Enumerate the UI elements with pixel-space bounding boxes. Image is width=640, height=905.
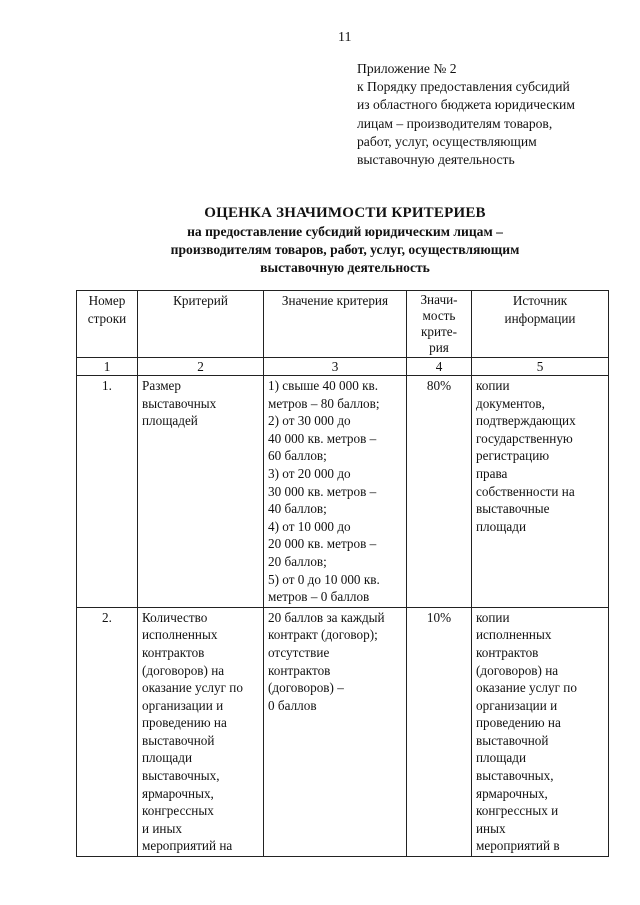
title-sub-line: выставочную деятельность bbox=[260, 260, 430, 275]
value-line: 30 000 кв. метров – bbox=[268, 483, 377, 499]
appendix-line: выставочную деятельность bbox=[357, 152, 515, 168]
criterion-line: площади bbox=[142, 750, 193, 766]
criterion-line: и иных bbox=[142, 820, 182, 836]
criterion-line: мероприятий на bbox=[142, 838, 233, 854]
criterion-cell bbox=[138, 376, 264, 608]
source-line: документов, bbox=[476, 395, 545, 411]
appendix-note bbox=[357, 60, 617, 169]
appendix-line: Приложение № 2 bbox=[357, 61, 457, 76]
header-text: строки bbox=[87, 310, 127, 326]
source-line: права bbox=[476, 465, 508, 481]
column-index-row bbox=[77, 358, 609, 376]
header-weight bbox=[407, 291, 472, 358]
value-line: 4) от 10 000 до bbox=[268, 518, 351, 534]
row-number: 2. bbox=[77, 607, 138, 856]
header-text: Значи- bbox=[420, 292, 458, 307]
criterion-line: выставочных, bbox=[142, 768, 220, 784]
appendix-line: лицам – производителям товаров, bbox=[357, 115, 553, 131]
header-text: Номер bbox=[88, 293, 126, 308]
column-index: 1 bbox=[77, 358, 138, 376]
value-line: 5) от 0 до 10 000 кв. bbox=[268, 571, 380, 587]
source-line: выставочной bbox=[476, 732, 549, 748]
source-line: исполненных bbox=[476, 627, 552, 643]
source-line: площади bbox=[476, 518, 527, 534]
criterion-line: контрактов bbox=[142, 644, 205, 660]
source-line: регистрацию bbox=[476, 448, 550, 464]
header-source bbox=[472, 291, 609, 358]
title-sub-line: производителям товаров, работ, услуг, осуществляющим bbox=[170, 242, 520, 257]
source-line: копии bbox=[476, 378, 510, 393]
value-cell bbox=[264, 607, 407, 856]
source-cell bbox=[472, 607, 609, 856]
value-line: 2) от 30 000 до bbox=[268, 413, 351, 429]
criterion-line: выставочных bbox=[142, 395, 217, 411]
header-text: рия bbox=[429, 340, 449, 355]
source-line: (договоров) на bbox=[476, 662, 559, 678]
appendix-line: из областного бюджета юридическим bbox=[357, 97, 575, 113]
document-title bbox=[80, 203, 610, 277]
row-number: 1. bbox=[77, 376, 138, 608]
header-text: Значение критерия bbox=[281, 293, 389, 308]
source-line: подтверждающих bbox=[476, 413, 576, 429]
criterion-line: Количество bbox=[142, 609, 208, 625]
source-line: государственную bbox=[476, 430, 573, 446]
source-line: выставочных, bbox=[476, 768, 554, 784]
header-text: Критерий bbox=[173, 293, 228, 308]
criterion-line: организации и bbox=[142, 697, 224, 713]
value-line: метров – 0 баллов bbox=[268, 589, 370, 605]
value-line: 20 баллов за каждый bbox=[268, 609, 385, 625]
source-line: оказание услуг по bbox=[476, 680, 577, 696]
header-criterion bbox=[138, 291, 264, 358]
header-row-number bbox=[77, 291, 138, 358]
criterion-line: исполненных bbox=[142, 627, 218, 643]
weight-cell: 10% bbox=[407, 607, 472, 856]
value-line: 3) от 20 000 до bbox=[268, 465, 351, 481]
value-line: 1) свыше 40 000 кв. bbox=[268, 378, 379, 393]
criterion-line: ярмарочных, bbox=[142, 785, 214, 801]
appendix-line: работ, услуг, осуществляющим bbox=[357, 133, 537, 149]
value-line: отсутствие bbox=[268, 644, 330, 660]
criterion-cell bbox=[138, 607, 264, 856]
criterion-line: (договоров) на bbox=[142, 662, 225, 678]
column-index: 3 bbox=[264, 358, 407, 376]
source-cell bbox=[472, 376, 609, 608]
criterion-line: выставочной bbox=[142, 732, 215, 748]
criterion-line: Размер bbox=[142, 378, 182, 393]
criterion-line: оказание услуг по bbox=[142, 680, 243, 696]
value-line: 20 баллов; bbox=[268, 553, 327, 569]
source-line: иных bbox=[476, 820, 506, 836]
value-line: (договоров) – bbox=[268, 680, 344, 696]
header-text: мость bbox=[422, 308, 456, 323]
source-line: копии bbox=[476, 609, 510, 625]
value-line: 40 000 кв. метров – bbox=[268, 430, 377, 446]
source-line: ярмарочных, bbox=[476, 785, 548, 801]
source-line: выставочные bbox=[476, 501, 550, 517]
header-text: Источник bbox=[512, 293, 568, 308]
value-cell bbox=[264, 376, 407, 608]
column-index: 2 bbox=[138, 358, 264, 376]
source-line: проведению на bbox=[476, 715, 561, 731]
source-line: собственности на bbox=[476, 483, 575, 499]
page-number: 11 bbox=[338, 30, 352, 45]
value-line: метров – 80 баллов; bbox=[268, 395, 380, 411]
title-sub-line: на предоставление субсидий юридическим лицам – bbox=[187, 224, 503, 239]
column-index: 4 bbox=[407, 358, 472, 376]
table-header-row bbox=[77, 291, 609, 358]
weight-cell: 80% bbox=[407, 376, 472, 608]
table-row bbox=[77, 607, 609, 856]
criterion-line: конгрессных bbox=[142, 803, 214, 819]
header-text: крите- bbox=[420, 324, 458, 339]
source-line: мероприятий в bbox=[476, 838, 560, 854]
appendix-line: к Порядку предоставления субсидий bbox=[357, 79, 570, 95]
value-line: 0 баллов bbox=[268, 697, 317, 713]
header-text: информации bbox=[504, 310, 576, 326]
value-line: 20 000 кв. метров – bbox=[268, 536, 377, 552]
table-row bbox=[77, 376, 609, 608]
value-line: 60 баллов; bbox=[268, 448, 327, 464]
column-index: 5 bbox=[472, 358, 609, 376]
value-line: 40 баллов; bbox=[268, 501, 327, 517]
criterion-line: площадей bbox=[142, 413, 198, 429]
source-line: конгрессных и bbox=[476, 803, 559, 819]
header-value bbox=[264, 291, 407, 358]
title-main: ОЦЕНКА ЗНАЧИМОСТИ КРИТЕРИЕВ bbox=[204, 205, 486, 221]
source-line: площади bbox=[476, 750, 527, 766]
value-line: контракт (договор); bbox=[268, 627, 378, 643]
criterion-line: проведению на bbox=[142, 715, 227, 731]
value-line: контрактов bbox=[268, 662, 331, 678]
source-line: контрактов bbox=[476, 644, 539, 660]
criteria-table bbox=[76, 290, 609, 857]
source-line: организации и bbox=[476, 697, 558, 713]
